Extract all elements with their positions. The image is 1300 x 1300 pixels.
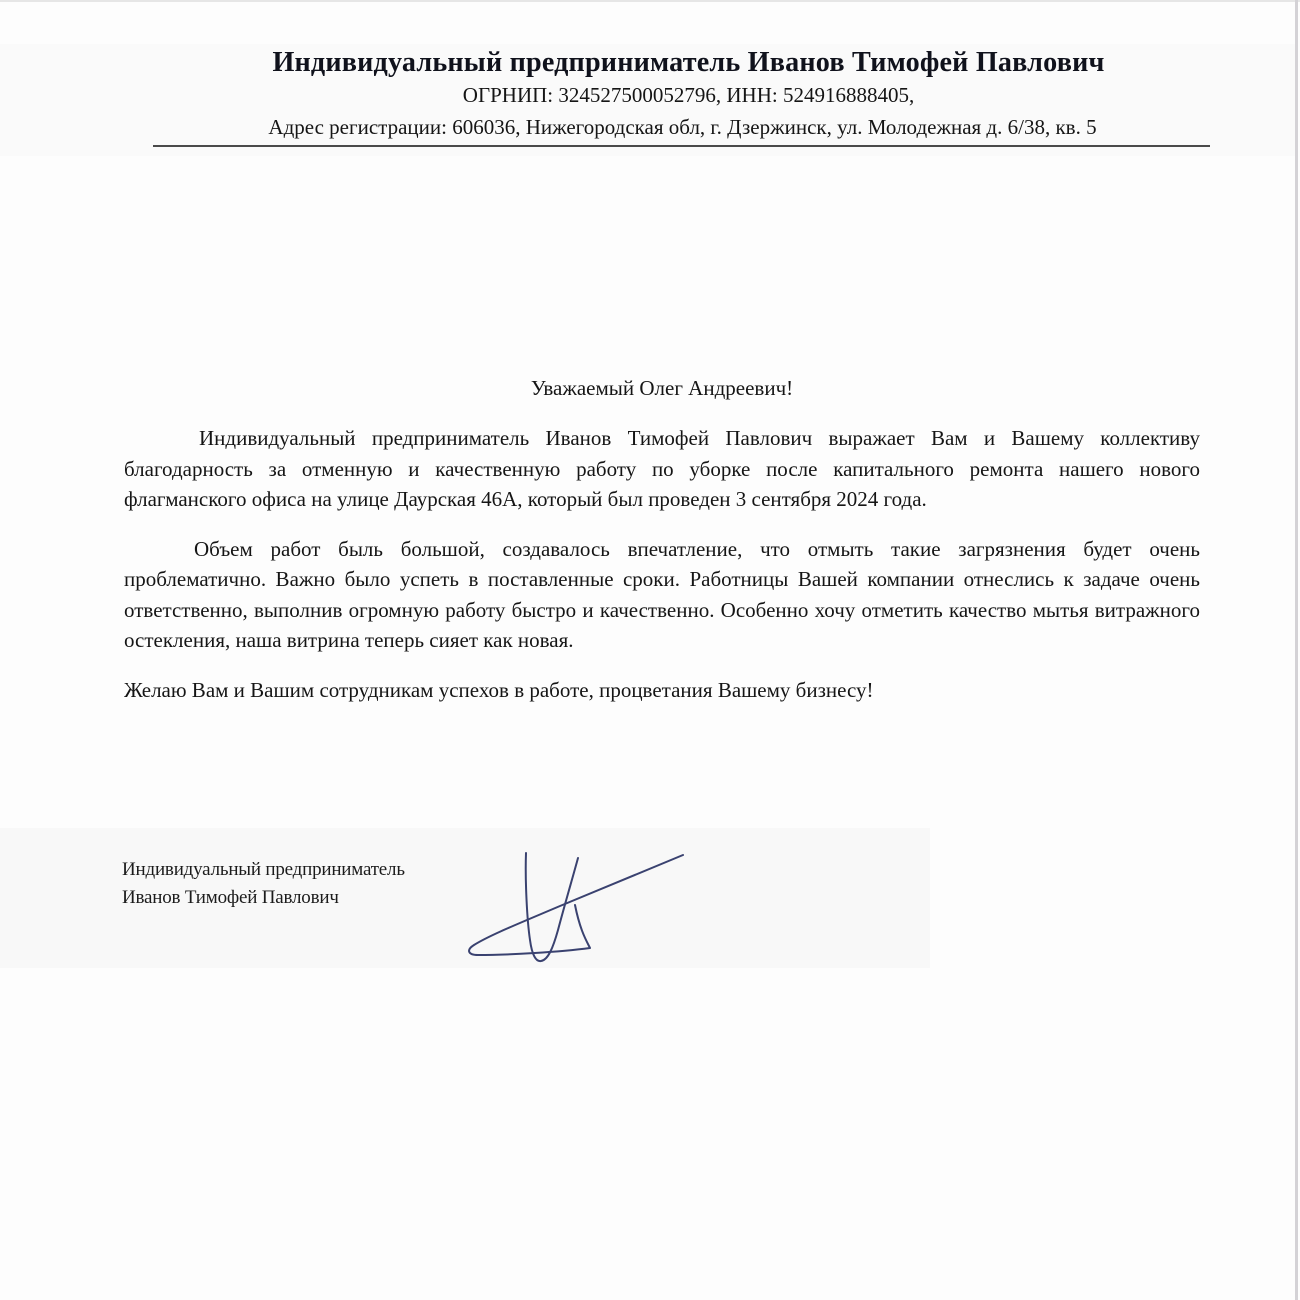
salutation: Уважаемый Олег Андреевич! (530, 376, 794, 400)
letterhead-address: Адрес регистрации: 606036, Нижегородская обл, г. Дзержинск, ул. Молодежная д. 6/38, кв. 5 (268, 115, 1097, 139)
letter-body (124, 423, 1200, 724)
letter-paragraph-3: Желаю Вам и Вашим сотрудникам успехов в работе, процветания Вашему бизнесу! (124, 677, 874, 702)
letter-paragraph-1: Индивидуальный предприниматель Иванов Тимофей Павлович выражает Вам и Вашему коллективу благодарность за отменную и качественную работу по уборке после капитального ремонта нашего нового флагманского офиса на улице Даурская 46А, который был проведен 3 сентября 2024 года. (124, 426, 1200, 511)
letterhead-title: Индивидуальный предприниматель Иванов Тимофей Павлович (272, 46, 1105, 78)
page-right-border (1295, 0, 1298, 1300)
letterhead (150, 42, 1215, 142)
signatory-position: Индивидуальный предприниматель (122, 859, 405, 880)
handwritten-signature-icon (455, 840, 695, 975)
letter-paragraph-2: Объем работ быль большой, создавалось впечатление, что отмыть такие загрязнения будет очень проблематично. Важно было успеть в поставленные сроки. Работницы Вашей компании отнеслись к задаче очень ответственно, выполнив огромную работу быстро и качественно. Особенно хочу отметить качество мытья витражного остекления, наша витрина теперь сияет как новая. (124, 536, 1200, 652)
page-top-border (0, 0, 1300, 2)
signature-block (122, 856, 405, 912)
letterhead-divider (153, 145, 1210, 147)
signatory-name: Иванов Тимофей Павлович (122, 887, 339, 908)
letterhead-registration-ids: ОГРНИП: 324527500052796, ИНН: 524916888405, (462, 83, 915, 107)
